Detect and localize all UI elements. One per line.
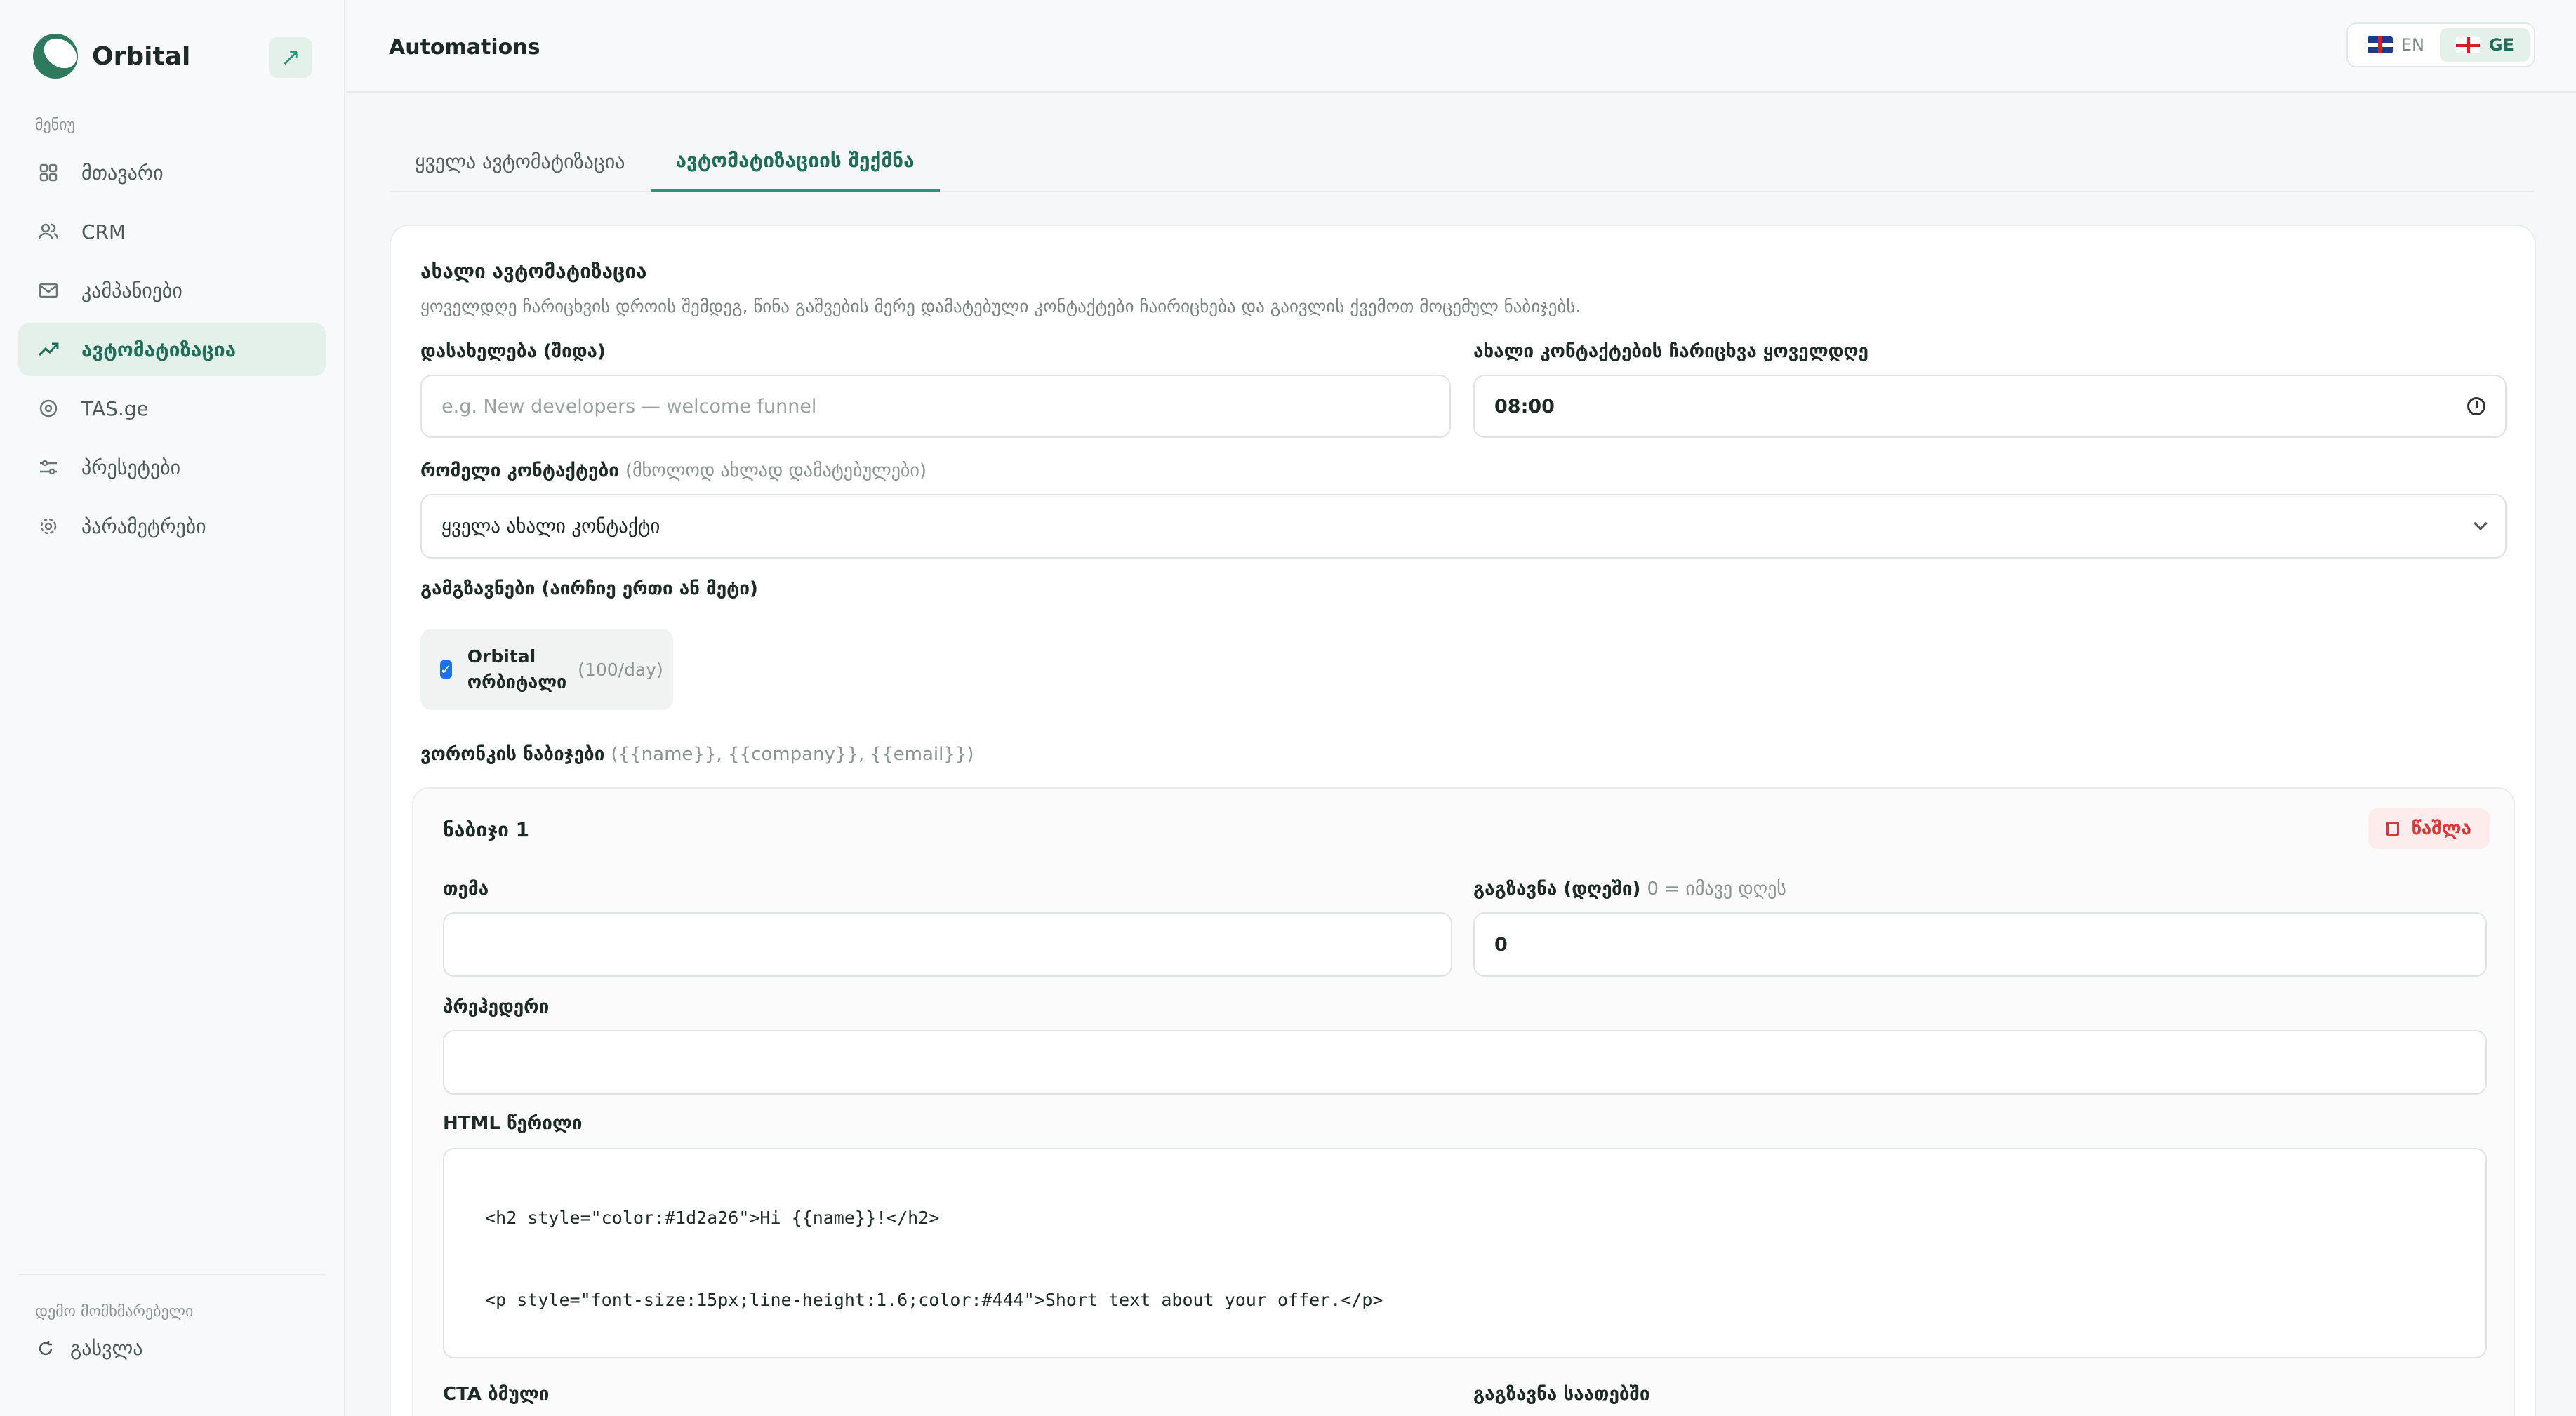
preheader-input[interactable] xyxy=(443,1030,2487,1095)
contacts-label-hint: (მხოლოდ ახლად დამატებულები) xyxy=(625,460,927,481)
sidebar-item-home[interactable] xyxy=(18,146,326,199)
funnel-step xyxy=(412,787,2515,1416)
delay-label xyxy=(1473,879,1786,900)
top-bar xyxy=(347,0,2576,93)
contacts-select-value: ყველა ახალი კონტაქტი xyxy=(441,515,660,537)
send-hours-label: გაგზავნა საათებში xyxy=(1473,1384,1650,1405)
sidebar-item-label: პარამეტრები xyxy=(81,514,206,538)
tab-all-automations[interactable]: ყველა ავტომატიზაცია xyxy=(415,149,625,173)
sidebar-item-crm[interactable] xyxy=(18,205,326,258)
steps-label xyxy=(420,744,974,765)
sidebar-item-label: კამპანიები xyxy=(81,279,182,302)
logout-button[interactable] xyxy=(35,1337,143,1360)
automation-tabs xyxy=(390,131,2534,192)
current-user: დემო მომხმარებელი xyxy=(35,1303,194,1321)
logout-label: გასვლა xyxy=(70,1337,143,1360)
preheader-label: პრეჰედერი xyxy=(443,996,550,1017)
html-line: <p style="font-size:15px;line-height:1.6;color:#444">Short text about your offer.</p> xyxy=(464,1290,1383,1310)
sidebar-item-label: მთავარი xyxy=(81,161,164,185)
uk-flag-icon xyxy=(2368,36,2393,53)
form-title: ახალი ავტომატიზაცია xyxy=(420,260,647,283)
lang-en-label: EN xyxy=(2401,35,2424,55)
lang-ge-label: GE xyxy=(2488,35,2514,55)
subject-label: თემა xyxy=(443,879,489,900)
form-subtitle: ყოველდღე ჩარიცხვის დროის შემდეგ, წინა გაშვების მერე დამატებული კონტაქტები ჩაირიცხება და გაივლის ქვემოთ მოცემულ ნაბიჯებს. xyxy=(420,296,1581,316)
senders-label: გამგზავნები (აირჩიე ერთი ან მეტი) xyxy=(420,578,758,599)
delay-days-input[interactable]: 0 xyxy=(1473,912,2487,977)
trend-icon xyxy=(38,339,59,360)
time-label: ახალი კონტაქტების ჩარიცხვა ყოველდღე xyxy=(1473,341,1868,362)
sidebar-item-settings[interactable] xyxy=(18,500,326,553)
contacts-label-text: რომელი კონტაქტები xyxy=(420,460,619,481)
collapse-sidebar-button[interactable] xyxy=(269,37,312,78)
delay-label-hint: 0 = იმავე დღეს xyxy=(1647,879,1786,900)
automation-form-card xyxy=(390,225,2536,1416)
sender-rate: (100/day) xyxy=(578,659,663,680)
gear-icon xyxy=(38,516,59,537)
sidebar-item-tas[interactable] xyxy=(18,382,326,435)
sender-name-line-1: Orbital xyxy=(467,646,536,667)
sidebar-item-presets[interactable] xyxy=(18,441,326,494)
sidebar-item-label: პრესეტები xyxy=(81,455,181,479)
brand-name: Orbital xyxy=(92,41,191,71)
tab-create-automation[interactable]: ავტომატიზაციის შექმნა xyxy=(651,131,940,192)
delete-step-label: წაშლა xyxy=(2411,818,2471,839)
sidebar-item-label: ავტომატიზაცია xyxy=(81,338,237,361)
sidebar-item-campaigns[interactable] xyxy=(18,264,326,317)
sender-name-line-2: ორბიტალი xyxy=(467,672,567,692)
cta-label: CTA ბმული xyxy=(443,1384,550,1405)
step-title: ნაბიჯი 1 xyxy=(443,818,530,841)
arrow-up-right-icon: ↗ xyxy=(280,44,301,72)
delete-step-button[interactable] xyxy=(2368,808,2490,849)
name-input[interactable]: e.g. New developers — welcome funnel xyxy=(420,375,1451,438)
users-icon xyxy=(38,221,59,242)
sender-option[interactable] xyxy=(420,629,673,710)
html-line: <h2 style="color:#1d2a26">Hi {{name}}!</h2> xyxy=(464,1208,940,1228)
html-label: HTML წერილი xyxy=(443,1113,583,1134)
sliders-icon xyxy=(38,457,59,478)
sidebar-footer xyxy=(18,1274,326,1360)
grid-icon xyxy=(38,162,59,183)
chevron-down-icon xyxy=(2474,516,2488,530)
lang-en-button[interactable] xyxy=(2352,28,2440,62)
steps-label-hint: ({{name}}, {{company}}, {{email}}) xyxy=(611,744,974,765)
enroll-time-value: 08:00 xyxy=(1494,395,1555,418)
brand[interactable] xyxy=(33,34,190,79)
georgia-flag-icon xyxy=(2455,36,2481,53)
sidebar xyxy=(0,0,345,1416)
contacts-select[interactable] xyxy=(420,494,2507,559)
page-title: Automations xyxy=(389,35,540,60)
menu-caption: მენიუ xyxy=(35,116,76,134)
language-switcher xyxy=(2346,22,2535,67)
enroll-time-input[interactable] xyxy=(1473,375,2507,438)
sidebar-item-label: TAS.ge xyxy=(81,396,149,420)
sidebar-item-automation[interactable] xyxy=(18,323,326,376)
contacts-label xyxy=(420,460,927,481)
sidebar-nav xyxy=(18,146,326,559)
trash-icon xyxy=(2386,822,2399,836)
logout-icon xyxy=(35,1338,56,1359)
name-label: დასახელება (შიდა) xyxy=(420,341,606,362)
steps-label-text: ვორონკის ნაბიჯები xyxy=(420,744,605,765)
orbital-logo-icon xyxy=(33,34,78,79)
subject-input[interactable] xyxy=(443,912,1452,977)
mail-icon xyxy=(38,280,59,301)
target-icon xyxy=(38,398,59,419)
sidebar-item-label: CRM xyxy=(81,220,126,243)
clock-icon xyxy=(2467,397,2485,415)
lang-ge-button[interactable] xyxy=(2440,28,2530,62)
sender-name xyxy=(467,644,566,695)
html-editor[interactable] xyxy=(443,1148,2487,1358)
delay-label-text: გაგზავნა (დღეში) xyxy=(1473,879,1641,900)
checkbox-checked-icon[interactable]: ✓ xyxy=(440,661,452,678)
